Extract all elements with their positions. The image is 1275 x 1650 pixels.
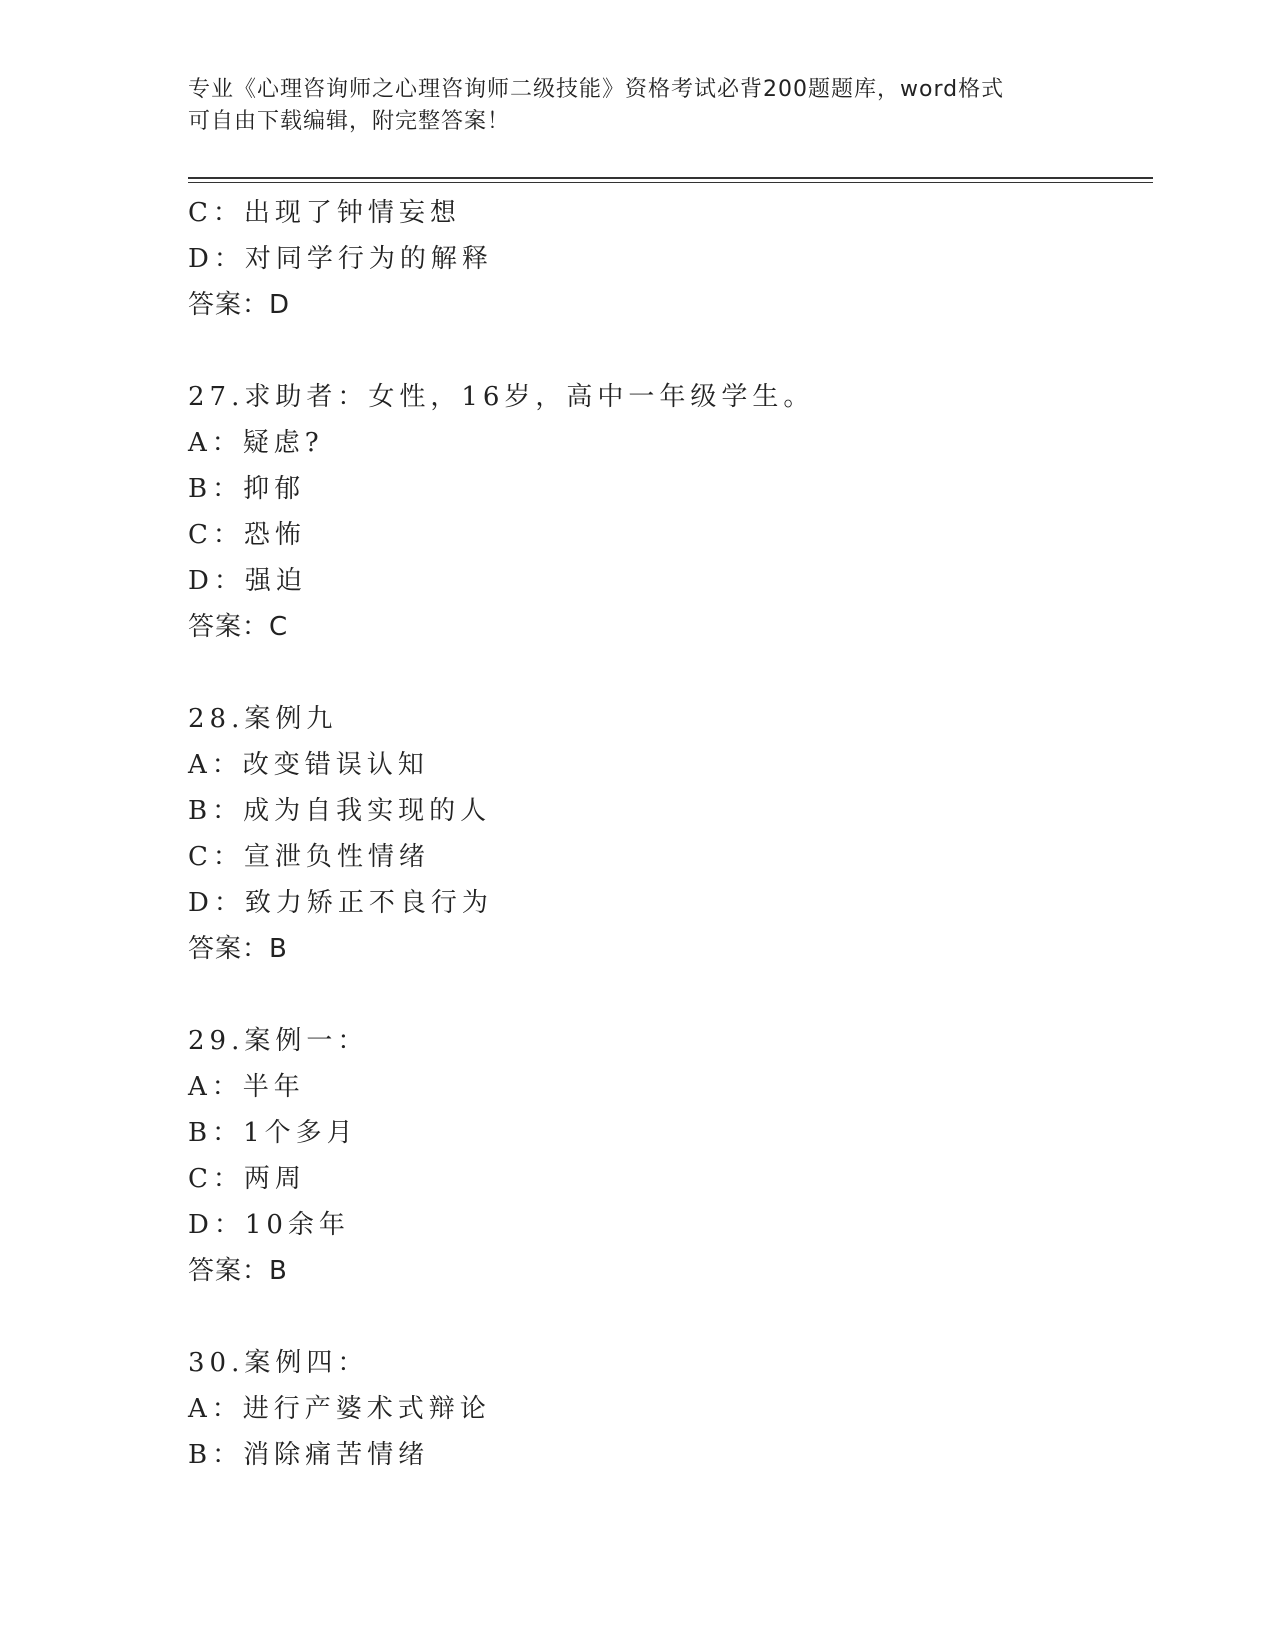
option-a: A：改变错误认知 <box>188 750 429 780</box>
option-d: D：致力矫正不良行为 <box>188 888 493 918</box>
option-c: C：恐怖 <box>188 520 306 550</box>
spacer <box>188 972 1148 1018</box>
answer-line: 答案：B <box>188 934 288 964</box>
header-title-line-1: 专业《心理咨询师之心理咨询师二级技能》资格考试必背200题题库，word格式 <box>188 77 1005 102</box>
question-stem: 28.案例九 <box>188 704 338 734</box>
option-d: D：对同学行为的解释 <box>188 244 493 274</box>
spacer <box>188 650 1148 696</box>
option-d: D：强迫 <box>188 566 307 596</box>
answer-line: 答案：B <box>188 1256 288 1286</box>
option-a: A：进行产婆术式辩论 <box>188 1394 491 1424</box>
question-stem: 30.案例四： <box>188 1348 369 1378</box>
question-29 <box>188 1018 1148 1294</box>
answer-line: 答案：D <box>188 290 291 320</box>
answer-line: 答案：C <box>188 612 289 642</box>
lead-in-question <box>188 190 1148 328</box>
option-c: C：宣泄负性情绪 <box>188 842 430 872</box>
option-b: B：消除痛苦情绪 <box>188 1440 430 1470</box>
question-28 <box>188 696 1148 972</box>
header-title-line-2: 可自由下载编辑，附完整答案！ <box>188 109 511 134</box>
option-b: B：1个多月 <box>188 1118 358 1148</box>
header-rule-thin <box>188 182 1153 183</box>
option-a: A：疑虑? <box>188 428 324 458</box>
question-list <box>188 190 1148 1478</box>
question-27 <box>188 374 1148 650</box>
option-b: B：成为自我实现的人 <box>188 796 492 826</box>
question-stem: 27.求助者：女性，16岁，高中一年级学生。 <box>188 382 815 412</box>
document-header <box>188 74 1088 138</box>
spacer <box>188 1294 1148 1340</box>
question-stem: 29.案例一： <box>188 1026 369 1056</box>
option-b: B：抑郁 <box>188 474 306 504</box>
option-c: C：出现了钟情妄想 <box>188 198 461 228</box>
header-rule-thick <box>188 177 1153 179</box>
option-d: D：10余年 <box>188 1210 350 1240</box>
spacer <box>188 328 1148 374</box>
question-30 <box>188 1340 1148 1478</box>
option-c: C：两周 <box>188 1164 306 1194</box>
option-a: A：半年 <box>188 1072 305 1102</box>
